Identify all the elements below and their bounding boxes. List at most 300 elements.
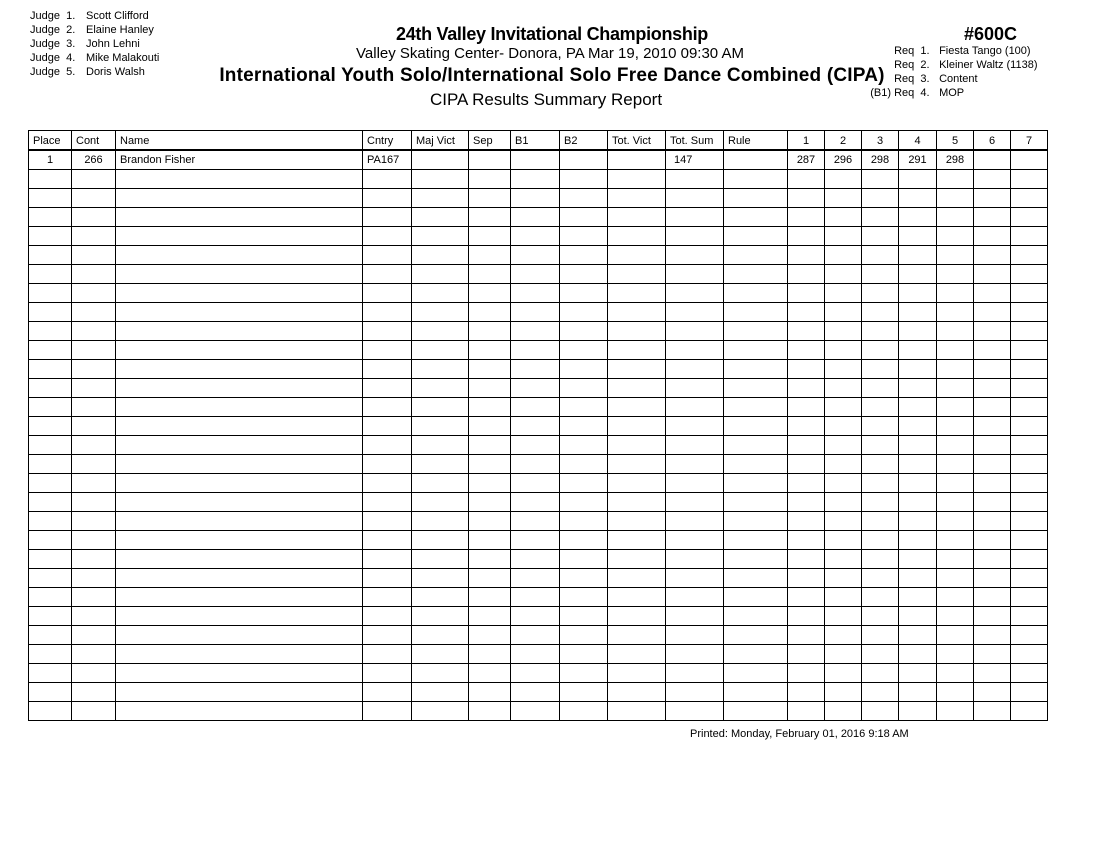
cell-empty (666, 455, 724, 474)
col-maj-vict: Maj Vict (412, 131, 469, 151)
table-row-empty (29, 398, 1048, 417)
cell-empty (469, 474, 511, 493)
cell-empty (511, 208, 560, 227)
cell-empty (974, 322, 1011, 341)
cell-empty (560, 417, 608, 436)
cell-empty (862, 170, 899, 189)
cell-empty (72, 398, 116, 417)
cell-empty (72, 588, 116, 607)
cell-empty (724, 322, 788, 341)
cell-empty (825, 626, 862, 645)
cell-empty (116, 455, 363, 474)
cell-empty (29, 702, 72, 721)
table-row-empty (29, 379, 1048, 398)
cell-empty (788, 683, 825, 702)
cell-empty (560, 569, 608, 588)
cell-empty (116, 702, 363, 721)
cell-empty (862, 417, 899, 436)
cell-judge-1: 287 (788, 150, 825, 170)
cell-empty (666, 664, 724, 683)
cell-empty (511, 664, 560, 683)
cell-empty (825, 664, 862, 683)
cell-empty (862, 626, 899, 645)
cell-empty (937, 398, 974, 417)
cell-empty (72, 189, 116, 208)
cell-empty (560, 588, 608, 607)
cell-empty (412, 550, 469, 569)
cell-empty (608, 683, 666, 702)
cell-empty (788, 208, 825, 227)
cell-empty (1011, 284, 1048, 303)
cell-empty (1011, 626, 1048, 645)
cell-empty (560, 645, 608, 664)
cell-empty (974, 569, 1011, 588)
col-b1: B1 (511, 131, 560, 151)
cell-empty (608, 246, 666, 265)
cell-empty (974, 379, 1011, 398)
cell-empty (899, 493, 937, 512)
cell-empty (469, 208, 511, 227)
cell-empty (29, 569, 72, 588)
cell-empty (560, 322, 608, 341)
cell-empty (724, 303, 788, 322)
col-judge-7: 7 (1011, 131, 1048, 151)
cell-empty (29, 531, 72, 550)
cell-empty (788, 303, 825, 322)
cell-empty (666, 645, 724, 664)
cell-empty (363, 417, 412, 436)
cell-judge-3: 298 (862, 150, 899, 170)
cell-empty (412, 512, 469, 531)
cell-empty (666, 626, 724, 645)
cell-empty (511, 607, 560, 626)
cell-empty (363, 398, 412, 417)
cell-empty (511, 189, 560, 208)
cell-empty (608, 626, 666, 645)
cell-empty (862, 341, 899, 360)
cell-empty (72, 436, 116, 455)
cell-empty (937, 512, 974, 531)
cell-empty (116, 474, 363, 493)
cell-empty (724, 550, 788, 569)
cell-empty (608, 303, 666, 322)
judge-label: Judge 1. (30, 10, 76, 22)
cell-empty (666, 303, 724, 322)
cell-empty (412, 531, 469, 550)
cell-empty (788, 417, 825, 436)
cell-empty (412, 702, 469, 721)
cell-empty (724, 284, 788, 303)
cell-empty (1011, 246, 1048, 265)
cell-empty (608, 379, 666, 398)
cell-empty (825, 379, 862, 398)
cell-empty (1011, 531, 1048, 550)
cell-empty (363, 227, 412, 246)
cell-name: Brandon Fisher (116, 150, 363, 170)
cell-empty (560, 493, 608, 512)
cell-empty (412, 398, 469, 417)
col-sep: Sep (469, 131, 511, 151)
competition-title: 24th Valley Invitational Championship (396, 24, 708, 44)
cell-empty (666, 208, 724, 227)
results-table (28, 130, 1048, 721)
cell-empty (29, 265, 72, 284)
cell-empty (937, 569, 974, 588)
cell-empty (116, 550, 363, 569)
cell-empty (899, 550, 937, 569)
table-row-empty (29, 645, 1048, 664)
cell-empty (608, 208, 666, 227)
cell-empty (899, 227, 937, 246)
cell-empty (788, 398, 825, 417)
cell-empty (72, 227, 116, 246)
col-judge-1: 1 (788, 131, 825, 151)
cell-empty (862, 189, 899, 208)
cell-empty (724, 227, 788, 246)
cell-empty (608, 664, 666, 683)
cell-empty (666, 683, 724, 702)
judge-name: Doris Walsh (86, 66, 145, 78)
cell-empty (825, 607, 862, 626)
col-b2: B2 (560, 131, 608, 151)
cell-empty (412, 588, 469, 607)
cell-empty (825, 417, 862, 436)
cell-empty (899, 246, 937, 265)
cell-empty (937, 284, 974, 303)
cell-empty (511, 702, 560, 721)
cell-empty (862, 512, 899, 531)
cell-empty (116, 398, 363, 417)
cell-empty (974, 208, 1011, 227)
cell-empty (116, 170, 363, 189)
cell-empty (899, 607, 937, 626)
cell-empty (974, 246, 1011, 265)
cell-empty (29, 512, 72, 531)
cell-empty (937, 493, 974, 512)
cell-empty (974, 360, 1011, 379)
cell-empty (899, 322, 937, 341)
cell-empty (29, 227, 72, 246)
cell-empty (724, 189, 788, 208)
cell-empty (825, 645, 862, 664)
cell-empty (974, 493, 1011, 512)
col-judge-4: 4 (899, 131, 937, 151)
cell-judge-2: 296 (825, 150, 862, 170)
cell-empty (937, 341, 974, 360)
col-tot-vict: Tot. Vict (608, 131, 666, 151)
cell-empty (788, 322, 825, 341)
cell-empty (788, 588, 825, 607)
cell-empty (560, 531, 608, 550)
cell-empty (937, 702, 974, 721)
cell-empty (862, 303, 899, 322)
cell-empty (788, 227, 825, 246)
cell-empty (412, 664, 469, 683)
cell-empty (412, 474, 469, 493)
cell-empty (899, 436, 937, 455)
cell-empty (560, 341, 608, 360)
cell-empty (1011, 360, 1048, 379)
cell-empty (1011, 398, 1048, 417)
table-row-empty (29, 284, 1048, 303)
table-row-empty (29, 417, 1048, 436)
cell-maj-vict (412, 150, 469, 170)
cell-empty (974, 417, 1011, 436)
cell-empty (116, 569, 363, 588)
cell-empty (412, 265, 469, 284)
cell-empty (560, 246, 608, 265)
cell-empty (862, 645, 899, 664)
cell-empty (899, 284, 937, 303)
cell-empty (608, 702, 666, 721)
cell-empty (511, 474, 560, 493)
table-row-empty (29, 322, 1048, 341)
cell-empty (469, 170, 511, 189)
cell-empty (666, 265, 724, 284)
cell-empty (511, 398, 560, 417)
cell-empty (412, 379, 469, 398)
judge-name: Scott Clifford (86, 10, 149, 22)
cell-empty (72, 474, 116, 493)
cell-empty (72, 208, 116, 227)
cell-empty (511, 170, 560, 189)
cell-empty (29, 170, 72, 189)
cell-empty (1011, 664, 1048, 683)
table-row-empty (29, 474, 1048, 493)
cell-empty (974, 398, 1011, 417)
cell-empty (469, 588, 511, 607)
cell-empty (899, 265, 937, 284)
cell-empty (666, 474, 724, 493)
cell-empty (724, 208, 788, 227)
cell-empty (974, 474, 1011, 493)
cell-empty (666, 607, 724, 626)
cell-empty (608, 417, 666, 436)
cell-empty (862, 664, 899, 683)
cell-empty (899, 588, 937, 607)
cell-empty (666, 588, 724, 607)
cell-empty (608, 455, 666, 474)
table-row-empty (29, 493, 1048, 512)
table-header-row (29, 131, 1048, 151)
cell-empty (469, 493, 511, 512)
cell-empty (29, 550, 72, 569)
judge-label: Judge 3. (30, 38, 76, 50)
cell-empty (116, 531, 363, 550)
cell-empty (825, 569, 862, 588)
req-value: MOP (939, 87, 965, 99)
cell-empty (469, 645, 511, 664)
cell-empty (116, 683, 363, 702)
cell-empty (363, 341, 412, 360)
cell-empty (511, 455, 560, 474)
cell-empty (899, 170, 937, 189)
cell-empty (560, 398, 608, 417)
cell-empty (560, 379, 608, 398)
cell-empty (511, 569, 560, 588)
cell-empty (116, 607, 363, 626)
cell-empty (608, 645, 666, 664)
cell-empty (412, 360, 469, 379)
cell-empty (974, 170, 1011, 189)
cell-empty (469, 664, 511, 683)
cell-empty (666, 512, 724, 531)
cell-cntry: PA167 (363, 150, 412, 170)
table-row-empty (29, 455, 1048, 474)
cell-empty (469, 341, 511, 360)
cell-empty (29, 360, 72, 379)
cell-empty (666, 284, 724, 303)
cell-empty (862, 246, 899, 265)
cell-empty (469, 455, 511, 474)
cell-empty (608, 436, 666, 455)
cell-empty (363, 474, 412, 493)
judge-label: Judge 5. (30, 66, 76, 78)
cell-empty (511, 436, 560, 455)
cell-empty (608, 284, 666, 303)
cell-empty (72, 417, 116, 436)
cell-empty (29, 208, 72, 227)
cell-empty (363, 702, 412, 721)
cell-empty (899, 208, 937, 227)
cell-empty (862, 683, 899, 702)
cell-place: 1 (29, 150, 72, 170)
cell-empty (469, 322, 511, 341)
judge-name: John Lehni (86, 38, 140, 50)
col-place: Place (29, 131, 72, 151)
cell-empty (899, 398, 937, 417)
cell-empty (974, 531, 1011, 550)
cell-empty (899, 417, 937, 436)
cell-empty (363, 588, 412, 607)
table-row-empty (29, 265, 1048, 284)
cell-empty (937, 474, 974, 493)
cell-empty (29, 303, 72, 322)
table-row-empty (29, 569, 1048, 588)
cell-empty (363, 265, 412, 284)
cell-empty (862, 493, 899, 512)
col-judge-6: 6 (974, 131, 1011, 151)
report-title: CIPA Results Summary Report (429, 90, 663, 109)
cell-empty (72, 683, 116, 702)
cell-empty (363, 303, 412, 322)
cell-empty (29, 341, 72, 360)
cell-empty (937, 683, 974, 702)
cell-empty (412, 436, 469, 455)
cell-empty (825, 550, 862, 569)
cell-empty (825, 303, 862, 322)
cell-empty (608, 189, 666, 208)
cell-empty (974, 645, 1011, 664)
cell-empty (511, 512, 560, 531)
cell-empty (363, 170, 412, 189)
cell-empty (862, 284, 899, 303)
cell-empty (974, 702, 1011, 721)
cell-empty (937, 189, 974, 208)
cell-empty (29, 455, 72, 474)
cell-empty (974, 607, 1011, 626)
cell-empty (72, 702, 116, 721)
cell-empty (862, 208, 899, 227)
event-code: #600C (964, 24, 1018, 44)
cell-empty (363, 246, 412, 265)
cell-empty (511, 322, 560, 341)
cell-empty (412, 170, 469, 189)
cell-empty (116, 626, 363, 645)
cell-empty (363, 284, 412, 303)
cell-empty (825, 588, 862, 607)
cell-empty (72, 607, 116, 626)
cell-empty (29, 664, 72, 683)
col-cont: Cont (72, 131, 116, 151)
cell-empty (560, 702, 608, 721)
cell-empty (469, 360, 511, 379)
cell-empty (937, 208, 974, 227)
cell-judge-6 (974, 150, 1011, 170)
cell-empty (608, 550, 666, 569)
cell-empty (724, 265, 788, 284)
cell-empty (29, 284, 72, 303)
cell-empty (608, 569, 666, 588)
cell-empty (825, 322, 862, 341)
cell-empty (469, 284, 511, 303)
col-tot-sum: Tot. Sum (666, 131, 724, 151)
cell-empty (116, 246, 363, 265)
cell-empty (724, 607, 788, 626)
cell-empty (363, 626, 412, 645)
cell-empty (937, 436, 974, 455)
cell-empty (788, 265, 825, 284)
judge-name: Elaine Hanley (86, 24, 154, 36)
cell-empty (608, 170, 666, 189)
cell-empty (724, 360, 788, 379)
cell-empty (363, 208, 412, 227)
cell-empty (788, 474, 825, 493)
cell-empty (788, 284, 825, 303)
cell-empty (560, 474, 608, 493)
cell-empty (29, 645, 72, 664)
cell-empty (937, 379, 974, 398)
cell-empty (29, 436, 72, 455)
cell-empty (1011, 645, 1048, 664)
cell-empty (363, 455, 412, 474)
cell-empty (825, 436, 862, 455)
cell-empty (469, 512, 511, 531)
cell-empty (862, 398, 899, 417)
cell-empty (116, 645, 363, 664)
judge-label: Judge 2. (30, 24, 76, 36)
cell-empty (363, 379, 412, 398)
cell-empty (560, 208, 608, 227)
cell-empty (937, 227, 974, 246)
cell-empty (29, 322, 72, 341)
cell-empty (29, 398, 72, 417)
table-row-empty (29, 227, 1048, 246)
cell-empty (974, 512, 1011, 531)
cell-empty (511, 246, 560, 265)
cell-empty (862, 227, 899, 246)
col-cntry: Cntry (363, 131, 412, 151)
judge-name: Mike Malakouti (86, 52, 160, 64)
cell-empty (974, 227, 1011, 246)
cell-empty (724, 683, 788, 702)
cell-empty (560, 303, 608, 322)
cell-empty (724, 702, 788, 721)
cell-empty (724, 436, 788, 455)
cell-empty (724, 569, 788, 588)
cell-empty (899, 626, 937, 645)
cell-empty (608, 607, 666, 626)
